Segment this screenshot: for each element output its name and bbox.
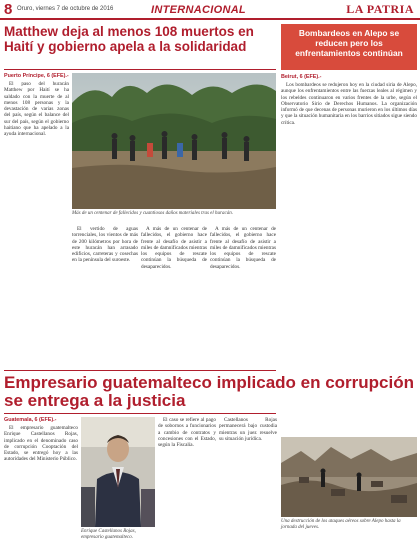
page-header xyxy=(0,0,420,20)
story-haiti-rule xyxy=(4,69,276,70)
story-haiti-caption: Más de un centenar de fallecidos y cuantiosos daños materiales tras el huracán. xyxy=(72,211,233,216)
story-haiti-col4 xyxy=(210,226,276,363)
story-guatemala-col4-text: Castellanos Rojas permanecerá bajo custodia mientras un juez resuelve su situación jurídica. xyxy=(219,417,277,442)
story-aleppo-dateline: Beirut, 6 (EFE).- xyxy=(281,74,322,80)
story-haiti-col1-text: El paso del huracán Matthew por Haití se ha saldado con la muerte de al menos 108 personas y la devastación de varias zonas del país, según el balance del sur del país, según el gobierno haitiano que ha apelado a la ayuda internacional. xyxy=(4,81,69,138)
story-haiti-col3-text: A más de un centenar de fallecidos, el gobierno hace frente al desafío de asistir a miles de damnificados mientras los equipos de rescate continúan la búsqueda de desaparecidos. xyxy=(141,226,207,270)
story-guatemala-rule xyxy=(4,413,276,414)
story-aleppo-photo xyxy=(281,437,417,517)
businessman-portrait-photo xyxy=(81,417,155,527)
story-guatemala-top-rule xyxy=(4,370,276,371)
story-haiti-col2-text: El vertido de aguas torrenciales, los vientos de más de 200 kilómetros por hora de este huracán han arrasado edificios, carreteras y cosechas en la península del suroeste. xyxy=(72,226,138,264)
story-haiti-col3 xyxy=(141,226,207,363)
story-guatemala-caption: Enrique Castellanos Rojas, empresario guatemalteco. xyxy=(81,529,136,540)
story-haiti-photo xyxy=(72,73,276,209)
story-guatemala-col1 xyxy=(4,417,78,543)
story-haiti-headline: Matthew deja al menos 108 muertos en Haití y gobierno apela a la solidaridad xyxy=(4,24,254,54)
story-haiti-col1 xyxy=(4,73,69,363)
story-aleppo-headline-box xyxy=(281,24,417,70)
issue-date: Oruro, viernes 7 de octubre de 2016 xyxy=(17,6,114,12)
story-guatemala-col1-text: El empresario guatemalteco Enrique Castellanos Rojas, implicado en el denominado caso de corrupción Cooptación del Estado, se entregó hoy a las autoridades del Ministerio Público. xyxy=(4,425,78,463)
story-haiti-col2 xyxy=(72,226,138,363)
aleppo-rubble-photo xyxy=(281,437,417,517)
story-guatemala-photo xyxy=(81,417,155,527)
section-title: INTERNACIONAL xyxy=(151,4,246,16)
story-haiti-col4-text: A más de un centenar de fallecidos, el gobierno hace frente al desafío de asistir a miles de damnificados mientras los equipos de rescate continúan la búsqueda de desaparecidos. xyxy=(210,226,276,270)
hurricane-flood-photo xyxy=(72,73,276,209)
story-guatemala-dateline: Guatemala, 6 (EFE).- xyxy=(4,417,57,423)
page-number: 8 xyxy=(4,1,13,18)
story-aleppo-caption: Una destrucción de los ataques aéreos sobre Alepo hasta la jornada del jueves. xyxy=(281,519,401,530)
story-aleppo-text: Los bombardeos se redujeron hoy en la ciudad siria de Alepo, aunque los enfrentamientos entre las fuerzas leales al régimen y los rebeldes continuaron en varios frentes de la urbe, según el Observatorio Sirio de Derechos Humanos. La organización informó de que decenas de personas murieron en los últimos días y que la situación humanitaria en los barrios sitiados sigue siendo crítica. xyxy=(281,82,417,126)
newspaper-masthead: LA PATRIA xyxy=(346,2,414,16)
story-guatemala-headline: Empresario guatemalteco implicado en corrupción se entrega a la justicia xyxy=(4,373,414,410)
story-guatemala-col3 xyxy=(158,417,216,543)
story-guatemala-col4 xyxy=(219,417,277,543)
story-aleppo-headline: Bombardeos en Alepo se reducen pero los enfrentamientos continúan xyxy=(295,28,403,58)
story-guatemala-col3-text: El caso se refiere al pago de sobornos a funcionarios a cambio de contratos y concesiones con el Estado, según la Fiscalía. xyxy=(158,417,216,449)
story-haiti-dateline: Puerto Príncipe, 6 (EFE).- xyxy=(4,73,69,79)
